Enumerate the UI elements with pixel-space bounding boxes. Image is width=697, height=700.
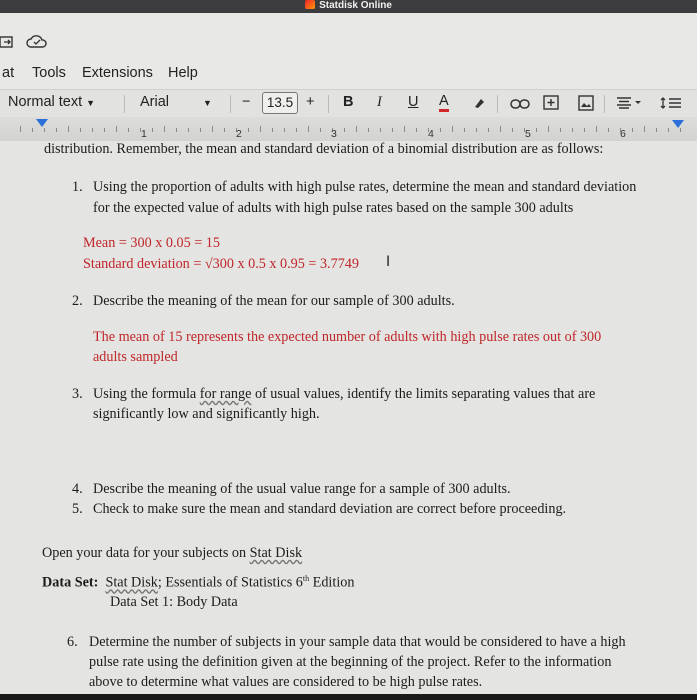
highlight-pen-icon[interactable] — [472, 96, 486, 110]
question-3-line: significantly low and significantly high. — [93, 406, 320, 422]
ruler-tick — [260, 126, 261, 132]
right-indent-marker-icon[interactable] — [672, 120, 684, 128]
increase-font-size-button[interactable]: + — [306, 94, 315, 110]
ruler-tick — [248, 128, 249, 132]
chevron-down-icon: ▼ — [86, 98, 96, 108]
ruler-tick — [536, 128, 537, 132]
font-select[interactable] — [140, 94, 212, 110]
ruler-tick — [572, 128, 573, 132]
ruler-number: 1 — [141, 128, 147, 140]
divider — [328, 95, 329, 113]
ruler-tick — [632, 128, 633, 132]
divider — [124, 95, 125, 113]
ruler-tick — [80, 128, 81, 132]
ruler-tick — [476, 128, 477, 132]
ruler-tick — [68, 126, 69, 132]
ruler — [0, 117, 697, 141]
ruler-tick — [308, 126, 309, 132]
ruler-tick — [596, 126, 597, 132]
underline-button[interactable]: U — [408, 94, 419, 110]
dataset-label: Data Set: — [42, 574, 99, 591]
ruler-tick — [356, 126, 357, 132]
ruler-tick — [272, 128, 273, 132]
question-6-line: pulse rate using the definition given at the beginning of the project. Refer to the information — [89, 654, 612, 670]
open-data-text: Open your data for your subjects on — [42, 545, 250, 561]
dataset-line-2: Data Set 1: Body Data — [110, 594, 238, 610]
list-number: 2. — [72, 293, 83, 309]
menu-tools[interactable]: Tools — [32, 65, 66, 81]
question-5-line: Check to make sure the mean and standard deviation are correct before proceeding. — [93, 501, 567, 517]
question-3-text: of usual values, identify the limits separating values that are — [251, 386, 596, 402]
stat-disk-text[interactable]: Stat Disk — [105, 574, 158, 591]
divider — [497, 95, 498, 113]
question-6-line: above to determine what values are considered to be high pulse rates. — [89, 674, 483, 690]
question-1-line: Using the proportion of adults with high pulse rates, determine the mean and standard deviation — [93, 179, 637, 195]
ruler-number: 4 — [428, 128, 434, 140]
ruler-tick — [284, 128, 285, 132]
ruler-tick — [92, 128, 93, 132]
screen-bezel — [0, 694, 697, 700]
system-top-bar — [0, 0, 697, 13]
ruler-tick — [404, 126, 405, 132]
ruler-tick — [488, 128, 489, 132]
list-number: 4. — [72, 481, 83, 497]
ruler-tick — [452, 126, 453, 132]
ruler-tick — [584, 128, 585, 132]
ruler-tick — [188, 128, 189, 132]
ruler-number: 6 — [620, 128, 626, 140]
insert-image-icon[interactable] — [578, 95, 594, 111]
style-select-label: Normal text — [8, 94, 83, 110]
divider — [230, 95, 231, 113]
ruler-tick — [608, 128, 609, 132]
font-select-label: Arial — [140, 94, 170, 110]
question-6-line: Determine the number of subjects in your sample data that would be considered to have a high — [89, 634, 626, 650]
menu-extensions[interactable]: Extensions — [82, 65, 153, 81]
indent-marker-icon[interactable] — [36, 119, 48, 127]
ruler-tick — [560, 128, 561, 132]
ruler-tick — [164, 126, 165, 132]
menu-help[interactable]: Help — [168, 65, 198, 81]
stat-disk-text[interactable]: Stat Disk — [249, 545, 303, 561]
ruler-tick — [440, 128, 441, 132]
ruler-tick — [104, 128, 105, 132]
menu-format[interactable]: at — [2, 65, 15, 81]
ruler-tick — [500, 126, 501, 132]
align-menu-icon[interactable] — [616, 97, 642, 109]
ruler-tick — [656, 128, 657, 132]
ruler-tick — [212, 126, 213, 132]
app-title-text: Statdisk Online — [319, 0, 392, 11]
list-number: 3. — [72, 386, 83, 402]
ruler-tick — [128, 128, 129, 132]
ruler-tick — [176, 128, 177, 132]
question-3-line — [93, 386, 595, 403]
ruler-number: 2 — [236, 128, 242, 140]
bold-button[interactable]: B — [343, 94, 354, 110]
question-2-line: Describe the meaning of the mean for our sample of 300 adults. — [93, 293, 455, 309]
ruler-tick — [320, 128, 321, 132]
app-icon — [305, 0, 315, 9]
font-size-input[interactable]: 13.5 — [262, 92, 298, 114]
move-folder-icon[interactable] — [0, 35, 16, 49]
ruler-tick — [296, 128, 297, 132]
ruler-tick — [668, 128, 669, 132]
docs-header — [0, 13, 697, 89]
text-color-button[interactable]: A — [439, 94, 449, 112]
line-spacing-icon[interactable] — [660, 97, 682, 109]
list-number: 1. — [72, 179, 83, 195]
question-3-text: Using the formula — [93, 386, 200, 402]
decrease-font-size-button[interactable]: − — [242, 94, 251, 110]
ruler-tick — [56, 128, 57, 132]
dataset-line — [42, 574, 354, 592]
list-number: 6. — [67, 634, 78, 650]
list-number: 5. — [72, 501, 83, 517]
ruler-tick — [464, 128, 465, 132]
dataset-sup: th — [302, 574, 310, 583]
insert-link-icon[interactable] — [510, 98, 530, 110]
chevron-down-icon: ▼ — [203, 98, 212, 108]
answer-2-line: The mean of 15 represents the expected number of adults with high pulse rates out of 300 — [93, 329, 602, 345]
cloud-saved-icon[interactable] — [26, 33, 48, 49]
ruler-tick — [392, 128, 393, 132]
ruler-tick — [344, 128, 345, 132]
formatting-toolbar — [0, 89, 697, 117]
ruler-tick — [380, 128, 381, 132]
intro-text: distribution. Remember, the mean and standard deviation of a binomial distribution are as follows: — [44, 141, 604, 157]
ruler-tick — [368, 128, 369, 132]
document-page[interactable] — [0, 141, 697, 700]
question-4-line: Describe the meaning of the usual value range for a sample of 300 adults. — [93, 481, 511, 497]
spelling-underline-text[interactable]: for range — [199, 386, 252, 402]
ruler-number: 5 — [525, 128, 531, 140]
answer-1-sd: Standard deviation = √300 x 0.5 x 0.95 = 3.7749 — [83, 256, 359, 272]
ruler-tick — [416, 128, 417, 132]
ruler-tick — [44, 128, 45, 132]
ruler-tick — [512, 128, 513, 132]
ruler-tick — [548, 126, 549, 132]
ruler-tick — [224, 128, 225, 132]
ruler-number: 3 — [331, 128, 337, 140]
answer-1-mean: Mean = 300 x 0.05 = 15 — [83, 235, 220, 251]
app-title — [0, 0, 697, 12]
style-select[interactable] — [8, 94, 95, 110]
ruler-tick — [644, 126, 645, 132]
ruler-tick — [32, 128, 33, 132]
italic-button[interactable]: I — [377, 94, 382, 110]
ruler-tick — [152, 128, 153, 132]
text-cursor-icon: I — [386, 254, 391, 270]
add-comment-icon[interactable] — [543, 95, 559, 111]
dataset-text: ; Essentials of Statistics 6 — [157, 574, 303, 591]
dataset-text: Edition — [309, 574, 355, 591]
ruler-tick — [680, 128, 681, 132]
ruler-tick — [20, 126, 21, 132]
open-data-line — [42, 545, 302, 562]
ruler-tick — [116, 126, 117, 132]
answer-2-line: adults sampled — [93, 349, 178, 365]
divider — [604, 95, 605, 113]
question-1-line: for the expected value of adults with high pulse rates based on the sample 300 adults — [93, 200, 574, 216]
ruler-tick — [200, 128, 201, 132]
